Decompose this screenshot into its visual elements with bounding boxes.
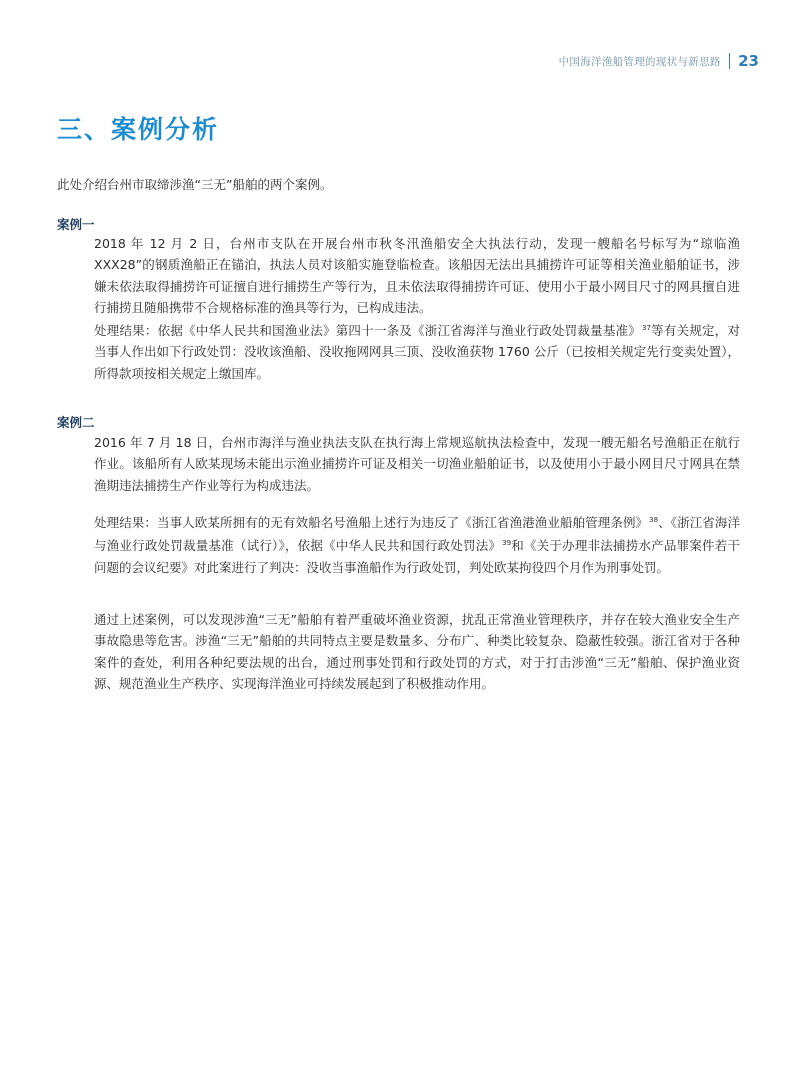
case-1-result <box>94 318 740 384</box>
footnote-ref-37: 37 <box>642 324 651 332</box>
case-1-facts: 2018 年 12 月 2 日，台州市支队在开展台州市秋冬汛渔船安全大执法行动，发现一艘船名号标写为“琼临渔XXX28”的钢质渔船正在锚泊，执法人员对该船实施登临检查。该船因无法出具捕捞许可证等相关渔业船舶证书，涉嫌未依法取得捕捞许可证擅自进行捕捞生产等行为，且未依法取得捕捞许可证、使用小于最小网目尺寸的网具擅自进行捕捞且随船携带不合规格标准的渔具等行为，已构成违法。 <box>94 236 740 315</box>
case-2-result-text-b: 、《浙江省海洋与渔业行政处罚裁量基准（试行）》，依据《中华人民共和国行政处罚法》 <box>94 515 740 554</box>
page-number: 23 <box>738 52 759 70</box>
header-divider <box>729 53 731 69</box>
footnote-ref-38: 38 <box>649 516 659 524</box>
conclusion-paragraph: 通过上述案例，可以发现涉渔“三无”船舶有着严重破坏渔业资源，扰乱正常渔业管理秩序，并存在较大渔业安全生产事故隐患等危害。涉渔“三无”船舶的共同特点主要是数量多、分布广、种类比较复杂、隐蔽性较强。浙江省对于各种案件的查处，利用各种纪要法规的出台，通过刑事处罚和行政处罚的方式，对于打击涉渔“三无”船舶、保护渔业资源、规范渔业生产秩序、实现海洋渔业可持续发展起到了积极推动作用。 <box>94 612 740 691</box>
case-1-result-text-a: 处理结果：依据《中华人民共和国渔业法》第四十一条及《浙江省海洋与渔业行政处罚裁量基准》 <box>94 323 642 338</box>
case-1-label: 案例一 <box>57 217 95 232</box>
intro-paragraph: 此处介绍台州市取缔涉渔“三无”船舶的两个案例。 <box>57 177 333 192</box>
page-header <box>559 52 759 70</box>
case-2-facts: 2016 年 7 月 18 日，台州市海洋与渔业执法支队在执行海上常规巡航执法检查中，发现一艘无船名号渔船正在航行作业。该船所有人欧某现场未能出示渔业捕捞许可证及相关一切渔业船舶证书，以及使用小于最小网目尺寸网具在禁渔期违法捕捞生产作业等行为构成违法。 <box>94 435 740 493</box>
case-1-result-text-b: 等有关规定，对当事人作出如下行政处罚：没收该渔船、没收拖网网具三顶、没收渔获物 1760 公斤（已按相关规定先行变卖处置），所得款项按相关规定上缴国库。 <box>94 323 741 381</box>
case-2-label: 案例二 <box>57 415 95 430</box>
running-title: 中国海洋渔船管理的现状与新思路 <box>558 55 721 68</box>
case-2-result-text-a: 处理结果：当事人欧某所拥有的无有效船名号渔船上述行为违反了《浙江省渔港渔业船舶管理条例》 <box>94 515 649 530</box>
case-2-result-text-c: 和《关于办理非法捕捞水产品罪案件若干问题的会议纪要》对此案进行了判决：没收当事渔船作为行政处罚，判处欧某拘役四个月作为刑事处罚。 <box>94 538 740 575</box>
section-title: 三、案例分析 <box>57 115 220 144</box>
case-2-result <box>94 510 740 578</box>
footnote-ref-39: 39 <box>502 539 512 548</box>
